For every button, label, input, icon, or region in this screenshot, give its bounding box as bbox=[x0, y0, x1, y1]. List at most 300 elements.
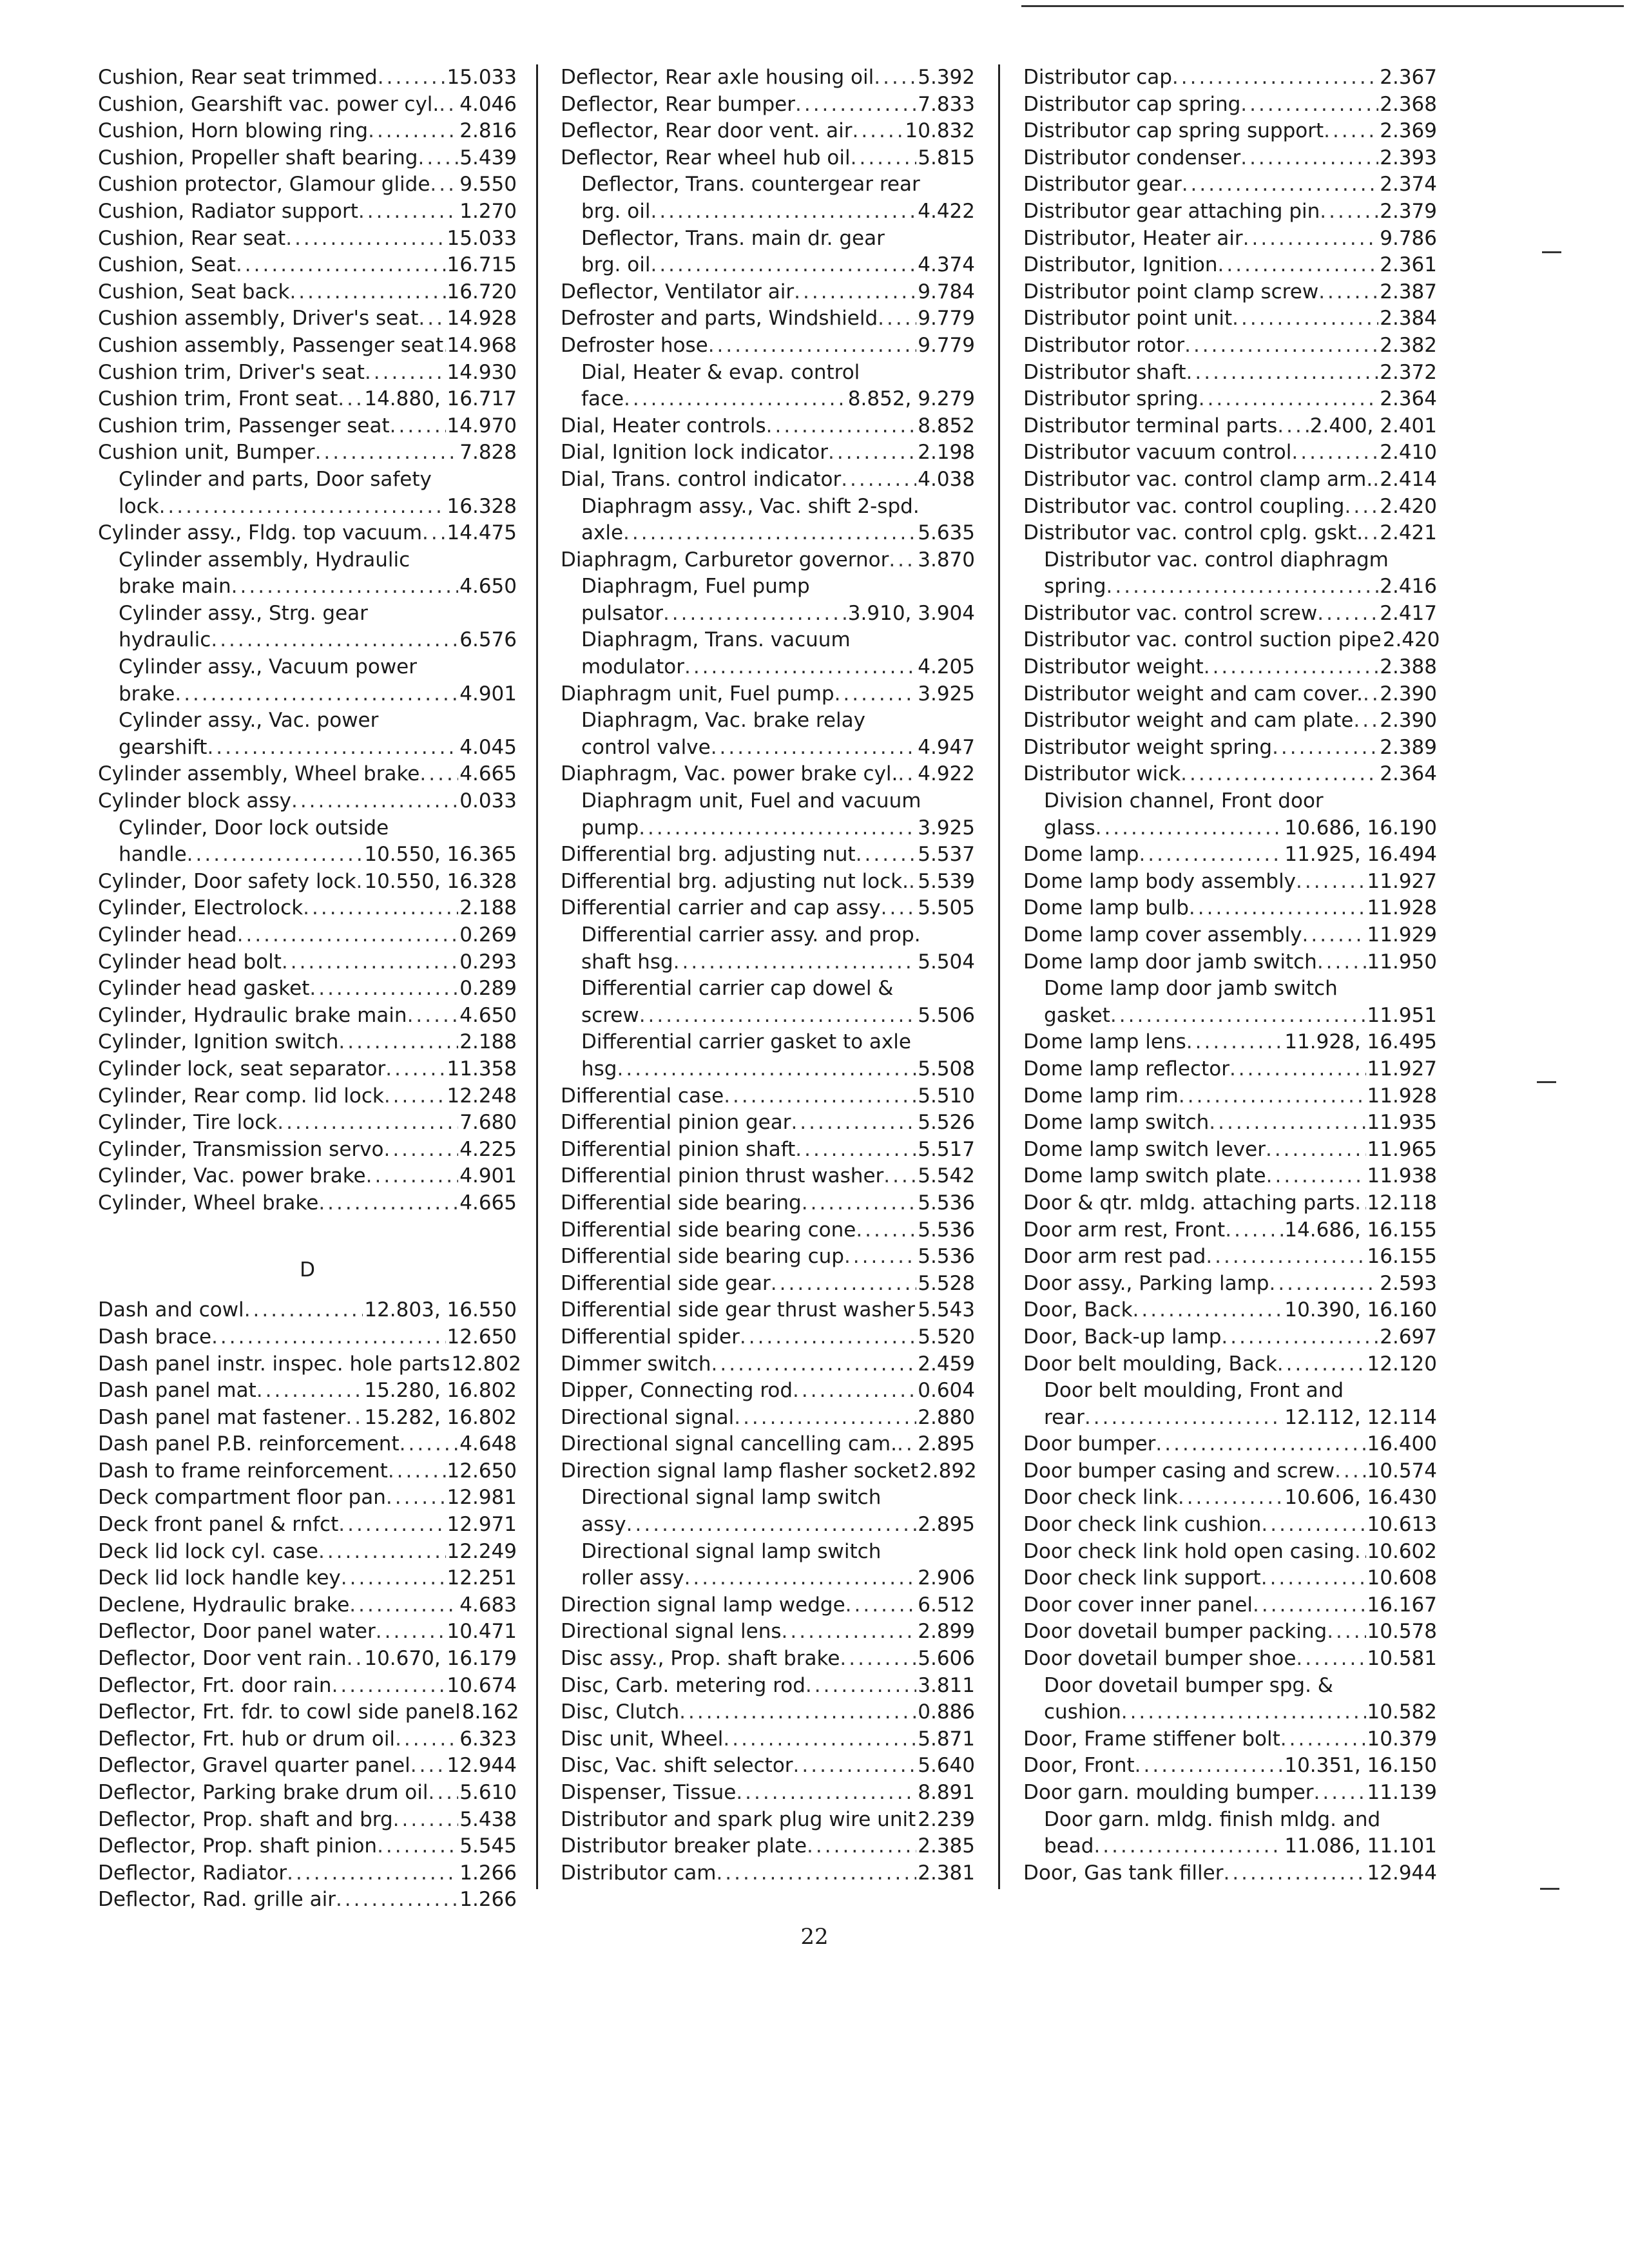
entry-ref-number: 2.420 bbox=[1382, 628, 1440, 652]
dot-leader bbox=[782, 1619, 917, 1646]
dot-leader bbox=[1373, 466, 1378, 494]
entry-term: Distributor cap bbox=[1023, 66, 1172, 89]
entry-heading: Cylinder assy., Strg. gear bbox=[119, 601, 368, 625]
entry-ref-number: 15.280, 16.802 bbox=[364, 1379, 517, 1403]
entry-ref-number: 9.779 bbox=[918, 333, 975, 357]
entry-ref-number: 5.508 bbox=[918, 1057, 975, 1081]
dot-leader bbox=[347, 1646, 363, 1673]
dot-leader bbox=[851, 145, 917, 172]
dot-leader bbox=[673, 949, 917, 976]
index-entry bbox=[561, 1592, 975, 1619]
entry-ref-number: 5.505 bbox=[918, 896, 975, 920]
entry-ref-number: 2.368 bbox=[1380, 92, 1437, 116]
dot-leader bbox=[841, 466, 916, 494]
dot-leader bbox=[802, 1190, 917, 1217]
dot-leader bbox=[365, 360, 446, 387]
dot-leader bbox=[834, 681, 917, 708]
dot-leader bbox=[716, 1860, 916, 1887]
entry-ref-number: 11.929 bbox=[1367, 923, 1437, 947]
dot-leader bbox=[771, 1271, 916, 1298]
dot-leader bbox=[1302, 922, 1366, 949]
index-entry bbox=[1023, 1351, 1437, 1378]
entry-ref-number: 16.715 bbox=[447, 253, 517, 277]
entry-ref-number: 2.367 bbox=[1380, 66, 1437, 89]
entry-term: Distributor vac. control clamp arm. bbox=[1023, 467, 1373, 491]
index-entry bbox=[98, 1565, 517, 1592]
entry-ref-number: 11.928 bbox=[1367, 896, 1437, 920]
index-entry bbox=[98, 252, 517, 279]
index-entry bbox=[98, 1029, 517, 1056]
entry-term: shaft hsg bbox=[581, 950, 673, 974]
d-entries bbox=[98, 1297, 521, 1914]
index-entry bbox=[1023, 279, 1437, 306]
dot-leader bbox=[1327, 1619, 1365, 1646]
dot-leader bbox=[898, 761, 916, 788]
entry-term: Deflector, Rear wheel hub oil bbox=[561, 146, 851, 169]
entry-heading: Diaphragm unit, Fuel and vacuum bbox=[581, 789, 921, 813]
entry-ref-number: 2.895 bbox=[918, 1432, 975, 1456]
entry-ref-number: 12.944 bbox=[447, 1754, 517, 1778]
entry-term: Cushion, Horn blowing ring bbox=[98, 119, 369, 143]
dot-leader bbox=[395, 1726, 458, 1753]
entry-ref-number: 12.944 bbox=[1367, 1861, 1437, 1885]
entry-heading: Door dovetail bumper spg. & bbox=[1044, 1673, 1333, 1697]
entry-ref-number: 5.438 bbox=[459, 1807, 517, 1831]
index-entry bbox=[1023, 1485, 1437, 1512]
entry-term: Cylinder head gasket bbox=[98, 977, 310, 1001]
entry-heading: Diaphragm, Fuel pump bbox=[581, 575, 810, 599]
entry-term: roller assy bbox=[581, 1566, 684, 1590]
index-entry bbox=[1023, 707, 1437, 735]
index-entry bbox=[98, 1137, 517, 1164]
index-entry bbox=[1023, 895, 1437, 922]
entry-heading: Differential carrier cap dowel & bbox=[581, 977, 894, 1001]
entry-ref-number: 5.542 bbox=[918, 1164, 975, 1188]
index-entry bbox=[98, 386, 517, 413]
entry-ref-number: 5.520 bbox=[918, 1325, 975, 1349]
index-entry bbox=[1023, 1726, 1437, 1753]
entry-ref-number: 5.510 bbox=[918, 1084, 975, 1108]
entry-term: Distributor vac. control suction pipe bbox=[1023, 628, 1382, 652]
entry-term: Distributor gear attaching pin bbox=[1023, 199, 1320, 223]
entry-term: Door cover inner panel bbox=[1023, 1593, 1253, 1617]
entry-term: Distributor vac. control cplg. gskt. bbox=[1023, 521, 1364, 545]
entry-term: Door, Back-up lamp bbox=[1023, 1325, 1222, 1349]
dot-leader bbox=[1243, 226, 1379, 253]
entry-ref-number: 2.385 bbox=[918, 1834, 975, 1858]
entry-term: Cylinder block assy bbox=[98, 789, 291, 813]
entry-ref-number: 4.650 bbox=[459, 575, 517, 599]
dot-leader bbox=[237, 922, 459, 949]
entry-term: Deck front panel & rnfct bbox=[98, 1513, 339, 1537]
index-entry bbox=[561, 305, 975, 332]
dot-leader bbox=[1253, 1592, 1366, 1619]
index-entry bbox=[1023, 1565, 1437, 1592]
entry-ref-number: 6.512 bbox=[918, 1593, 975, 1617]
entry-term: Deflector, Parking brake drum oil bbox=[98, 1781, 429, 1804]
entry-ref-number: 11.950 bbox=[1367, 950, 1437, 974]
index-entry bbox=[98, 1592, 517, 1619]
index-entry bbox=[1023, 681, 1437, 708]
entry-heading: Diaphragm assy., Vac. shift 2-spd. bbox=[581, 494, 920, 518]
index-entry bbox=[1023, 654, 1437, 681]
entry-ref-number: 6.323 bbox=[459, 1727, 517, 1751]
index-entry bbox=[1023, 601, 1437, 628]
entry-term: Differential pinion shaft bbox=[561, 1137, 796, 1161]
dot-leader bbox=[623, 520, 916, 547]
dot-leader bbox=[338, 1512, 445, 1539]
entry-heading: Cylinder assy., Vacuum power bbox=[119, 655, 418, 679]
dot-leader bbox=[845, 1592, 917, 1619]
entry-term: Cushion unit, Bumper bbox=[98, 441, 315, 465]
dot-leader bbox=[1317, 601, 1378, 628]
entry-term: Door, Gas tank filler bbox=[1023, 1861, 1224, 1885]
index-entry bbox=[561, 841, 975, 869]
index-entry bbox=[1023, 198, 1437, 226]
index-entry bbox=[561, 735, 975, 762]
entry-ref-number: 2.417 bbox=[1380, 601, 1437, 625]
entry-heading: Differential carrier assy. and prop. bbox=[581, 923, 921, 947]
entry-ref-number: 4.038 bbox=[918, 467, 975, 491]
index-column-3 bbox=[1023, 64, 1440, 1887]
entry-ref-number: 11.358 bbox=[447, 1057, 517, 1081]
dot-leader bbox=[1186, 360, 1379, 387]
entry-ref-number: 10.379 bbox=[1367, 1727, 1437, 1751]
entry-term: Door check link cushion bbox=[1023, 1513, 1262, 1537]
dot-leader bbox=[338, 386, 363, 413]
dot-leader bbox=[639, 815, 916, 842]
dot-leader bbox=[807, 1833, 916, 1860]
index-entry bbox=[1023, 735, 1437, 762]
dot-leader bbox=[341, 1565, 446, 1592]
index-entry bbox=[561, 1163, 975, 1190]
dot-leader bbox=[793, 1378, 916, 1405]
dot-leader bbox=[1314, 1780, 1366, 1807]
entry-ref-number: 7.833 bbox=[918, 92, 975, 116]
index-entry bbox=[98, 1378, 517, 1405]
dot-leader bbox=[1094, 1833, 1283, 1860]
index-entry bbox=[1023, 1244, 1437, 1271]
entry-ref-number: 11.928, 16.495 bbox=[1284, 1030, 1437, 1054]
entry-ref-number: 10.602 bbox=[1367, 1539, 1437, 1563]
entry-term: Cylinder, Door safety lock bbox=[98, 869, 356, 893]
entry-term: Dash panel instr. inspec. hole parts bbox=[98, 1352, 450, 1376]
entry-term: Door belt moulding, Back bbox=[1023, 1352, 1277, 1376]
entry-ref-number: 2.364 bbox=[1380, 762, 1437, 786]
entry-heading: Diaphragm, Trans. vacuum bbox=[581, 628, 851, 652]
entry-term: Dome lamp switch lever bbox=[1023, 1137, 1266, 1161]
index-entry bbox=[98, 171, 517, 198]
entry-term: face bbox=[581, 387, 624, 411]
index-entry bbox=[98, 332, 517, 360]
entry-ref-number: 3.910, 3.904 bbox=[847, 601, 975, 625]
entry-term: brake bbox=[119, 682, 175, 706]
index-entry bbox=[561, 1217, 975, 1244]
margin-mark bbox=[1537, 1081, 1556, 1083]
dot-leader bbox=[1139, 841, 1283, 869]
index-entry bbox=[1023, 466, 1437, 494]
dot-leader bbox=[1277, 1351, 1366, 1378]
entry-term: bead bbox=[1044, 1834, 1094, 1858]
index-entry bbox=[98, 64, 517, 91]
entry-term: Deflector, Frt. door rain bbox=[98, 1673, 332, 1697]
index-entry bbox=[561, 1297, 975, 1324]
index-entry bbox=[1023, 305, 1437, 332]
section-gap bbox=[98, 1217, 517, 1244]
entry-ref-number: 4.205 bbox=[918, 655, 975, 679]
entry-ref-number: 11.938 bbox=[1367, 1164, 1437, 1188]
dot-leader bbox=[1363, 520, 1378, 547]
entry-ref-number: 4.901 bbox=[459, 1164, 517, 1188]
entry-term: Defroster hose bbox=[561, 333, 708, 357]
dot-leader bbox=[624, 386, 847, 413]
section-letter: D bbox=[300, 1258, 315, 1282]
entry-ref-number: 5.536 bbox=[918, 1245, 975, 1269]
dot-leader bbox=[1261, 1565, 1366, 1592]
entry-ref-number: 10.582 bbox=[1367, 1700, 1437, 1724]
entry-ref-number: 2.389 bbox=[1380, 735, 1437, 759]
dot-leader bbox=[383, 1137, 458, 1164]
index-entry bbox=[98, 1056, 517, 1083]
index-entry bbox=[561, 1807, 975, 1834]
index-entry bbox=[1023, 1056, 1437, 1083]
entry-term: brake main bbox=[119, 575, 231, 599]
index-entry bbox=[561, 1753, 975, 1780]
entry-ref-number: 5.528 bbox=[918, 1271, 975, 1295]
index-entry bbox=[561, 1271, 975, 1298]
index-entry bbox=[98, 869, 517, 896]
entry-ref-number: 5.545 bbox=[459, 1834, 517, 1858]
entry-ref-number: 5.506 bbox=[918, 1003, 975, 1027]
entry-ref-number: 12.802 bbox=[451, 1352, 521, 1376]
dot-leader bbox=[617, 1056, 916, 1083]
dot-leader bbox=[356, 869, 363, 896]
index-entry bbox=[98, 413, 517, 440]
index-entry bbox=[1023, 1431, 1437, 1458]
entry-ref-number: 12.118 bbox=[1367, 1191, 1437, 1215]
dot-leader bbox=[663, 601, 847, 628]
dot-leader bbox=[175, 681, 458, 708]
entry-term: Cylinder, Tire lock bbox=[98, 1111, 278, 1135]
entry-ref-number: 10.581 bbox=[1367, 1647, 1437, 1671]
dot-leader bbox=[1317, 949, 1366, 976]
entry-term: Cushion, Propeller shaft bearing bbox=[98, 146, 418, 169]
entry-term: Deflector, Prop. shaft pinion bbox=[98, 1834, 378, 1858]
entry-term: Dash to frame reinforcement bbox=[98, 1459, 388, 1483]
index-entry bbox=[98, 145, 517, 172]
dot-leader bbox=[345, 1405, 363, 1432]
entry-ref-number: 2.390 bbox=[1380, 682, 1437, 706]
entry-term: Dash and cowl bbox=[98, 1298, 244, 1322]
entry-ref-number: 14.880, 16.717 bbox=[364, 387, 517, 411]
entry-term: Door & qtr. mldg. attaching parts bbox=[1023, 1191, 1355, 1215]
entry-ref-number: 10.674 bbox=[447, 1673, 517, 1697]
dot-leader bbox=[1353, 707, 1378, 735]
entry-term: Diaphragm, Vac. power brake cyl. bbox=[561, 762, 898, 786]
index-entry bbox=[561, 895, 975, 922]
dot-leader bbox=[376, 1619, 446, 1646]
dot-leader bbox=[794, 279, 916, 306]
entry-term: Cushion, Gearshift vac. power cyl. bbox=[98, 92, 439, 116]
index-entry bbox=[98, 1807, 517, 1834]
entry-term: Differential side bearing bbox=[561, 1191, 802, 1215]
entry-ref-number: 4.901 bbox=[459, 682, 517, 706]
index-entry bbox=[98, 681, 517, 708]
index-entry bbox=[98, 735, 517, 762]
entry-heading: Cylinder, Door lock outside bbox=[119, 816, 389, 840]
dot-leader bbox=[711, 735, 917, 762]
entry-term: Deflector, Frt. fdr. to cowl side panel bbox=[98, 1700, 461, 1724]
entry-term: Distributor rotor bbox=[1023, 333, 1185, 357]
entry-ref-number: 10.832 bbox=[905, 119, 975, 143]
entry-ref-number: 10.550, 16.328 bbox=[364, 869, 517, 893]
dot-leader bbox=[795, 91, 916, 119]
dot-leader bbox=[883, 1163, 916, 1190]
index-entry bbox=[98, 520, 517, 547]
index-entry bbox=[561, 332, 975, 360]
entry-term: Deflector, Radiator bbox=[98, 1861, 287, 1885]
entry-term: Cushion, Seat bbox=[98, 253, 236, 277]
index-entry bbox=[1023, 1619, 1437, 1646]
entry-ref-number: 2.361 bbox=[1380, 253, 1437, 277]
top-rule bbox=[1021, 5, 1624, 7]
entry-term: Cylinder head bolt bbox=[98, 950, 282, 974]
entry-term: Diaphragm, Carburetor governor bbox=[561, 548, 889, 572]
index-entry bbox=[98, 1780, 517, 1807]
entry-term: Declene, Hydraulic brake bbox=[98, 1593, 350, 1617]
entry-ref-number: 12.251 bbox=[447, 1566, 517, 1590]
entry-ref-number: 8.852 bbox=[918, 414, 975, 437]
entry-ref-number: 3.811 bbox=[918, 1673, 975, 1697]
dot-leader bbox=[805, 1673, 916, 1700]
entry-term: Differential brg. adjusting nut bbox=[561, 843, 856, 867]
entry-term: Distributor, Heater air bbox=[1023, 226, 1243, 250]
index-entry bbox=[1023, 494, 1437, 521]
entry-term: Distributor terminal parts bbox=[1023, 414, 1278, 437]
index-entry bbox=[561, 1190, 975, 1217]
margin-mark bbox=[1540, 1888, 1559, 1890]
index-entry bbox=[561, 547, 975, 574]
entry-ref-number: 14.968 bbox=[447, 333, 517, 357]
index-entry bbox=[98, 1699, 517, 1726]
entry-term: Dome lamp switch bbox=[1023, 1111, 1210, 1135]
index-entry bbox=[98, 761, 517, 788]
entry-ref-number: 0.293 bbox=[459, 950, 517, 974]
entry-term: Door bumper casing and screw bbox=[1023, 1459, 1335, 1483]
entry-term: Door arm rest pad bbox=[1023, 1245, 1206, 1269]
entry-term: Differential side gear bbox=[561, 1271, 771, 1295]
dot-leader bbox=[309, 975, 458, 1003]
entry-ref-number: 12.650 bbox=[447, 1459, 517, 1483]
index-entry bbox=[561, 1458, 975, 1485]
entry-ref-number: 7.828 bbox=[459, 441, 517, 465]
index-entry bbox=[561, 386, 975, 413]
entry-ref-number: 16.328 bbox=[447, 494, 517, 518]
entry-ref-number: 10.471 bbox=[447, 1620, 517, 1644]
entry-ref-number: 5.635 bbox=[918, 521, 975, 545]
dot-leader bbox=[791, 1110, 916, 1137]
dot-leader bbox=[231, 573, 459, 601]
entry-ref-number: 9.786 bbox=[1380, 226, 1437, 250]
dot-leader bbox=[393, 1807, 459, 1834]
index-entry bbox=[98, 788, 517, 815]
entry-term: Dash brace bbox=[98, 1325, 212, 1349]
entry-term: handle bbox=[119, 843, 187, 867]
entry-term: Distributor weight spring bbox=[1023, 735, 1273, 759]
entry-ref-number: 2.421 bbox=[1380, 521, 1437, 545]
index-entry bbox=[98, 1458, 517, 1485]
index-entry bbox=[98, 841, 517, 869]
entry-ref-number: 4.045 bbox=[459, 735, 517, 759]
entry-term: Cylinder, Wheel brake bbox=[98, 1191, 319, 1215]
entry-term: Differential side bearing cup bbox=[561, 1245, 844, 1269]
entry-term: Dome lamp body assembly bbox=[1023, 869, 1296, 893]
dot-leader bbox=[368, 118, 458, 145]
entry-term: Cushion protector, Glamour glide bbox=[98, 173, 430, 197]
entry-term: lock bbox=[119, 494, 159, 518]
dot-leader bbox=[1272, 735, 1378, 762]
index-entry bbox=[561, 1860, 975, 1887]
entry-heading: Cylinder assy., Vac. power bbox=[119, 709, 379, 733]
entry-term: assy bbox=[581, 1513, 626, 1537]
entry-term: axle bbox=[581, 521, 624, 545]
dot-leader bbox=[1172, 64, 1378, 91]
entry-ref-number: 9.779 bbox=[918, 307, 975, 331]
margin-mark bbox=[1542, 251, 1561, 253]
entry-ref-number: 14.475 bbox=[447, 521, 517, 545]
dot-leader bbox=[1335, 1458, 1365, 1485]
entry-ref-number: 16.400 bbox=[1367, 1432, 1437, 1456]
entry-ref-number: 8.162 bbox=[461, 1700, 519, 1724]
dot-leader bbox=[418, 145, 458, 172]
entry-heading: Door belt moulding, Front and bbox=[1044, 1379, 1344, 1403]
entry-term: control valve bbox=[581, 735, 711, 759]
entry-term: Deflector, Rear bumper bbox=[561, 92, 795, 116]
entry-ref-number: 12.120 bbox=[1367, 1352, 1437, 1376]
dot-leader bbox=[315, 439, 459, 466]
index-entry bbox=[98, 305, 517, 332]
entry-term: Disc, Clutch bbox=[561, 1700, 680, 1724]
dot-leader bbox=[1199, 386, 1379, 413]
entry-ref-number: 15.033 bbox=[447, 66, 517, 89]
index-entry bbox=[1023, 1110, 1437, 1137]
entry-ref-number: 10.578 bbox=[1367, 1620, 1437, 1644]
entry-term: Disc, Vac. shift selector bbox=[561, 1754, 793, 1778]
index-entry bbox=[98, 1297, 517, 1324]
entry-ref-number: 5.610 bbox=[459, 1781, 517, 1804]
entry-term: brg. oil bbox=[581, 253, 651, 277]
dot-leader bbox=[1318, 279, 1378, 306]
entry-term: Dome lamp rim bbox=[1023, 1084, 1179, 1108]
dot-leader bbox=[318, 1539, 446, 1566]
dot-leader bbox=[1291, 439, 1378, 466]
entry-ref-number: 12.112, 12.114 bbox=[1284, 1405, 1437, 1429]
entry-ref-number: 6.576 bbox=[459, 628, 517, 652]
dot-leader bbox=[1324, 118, 1378, 145]
index-entry bbox=[561, 1726, 975, 1753]
entry-ref-number: 5.392 bbox=[918, 66, 975, 89]
entry-term: Deflector, Door vent rain bbox=[98, 1647, 347, 1671]
index-entry bbox=[561, 198, 975, 226]
entry-term: Cylinder head bbox=[98, 923, 237, 947]
dot-leader bbox=[1106, 573, 1379, 601]
entry-term: Distributor weight and cam cover. bbox=[1023, 682, 1364, 706]
entry-ref-number: 2.880 bbox=[918, 1405, 975, 1429]
dot-leader bbox=[1095, 815, 1284, 842]
dot-leader bbox=[844, 1244, 916, 1271]
entry-ref-number: 10.608 bbox=[1367, 1566, 1437, 1590]
entry-term: gearshift bbox=[119, 735, 207, 759]
